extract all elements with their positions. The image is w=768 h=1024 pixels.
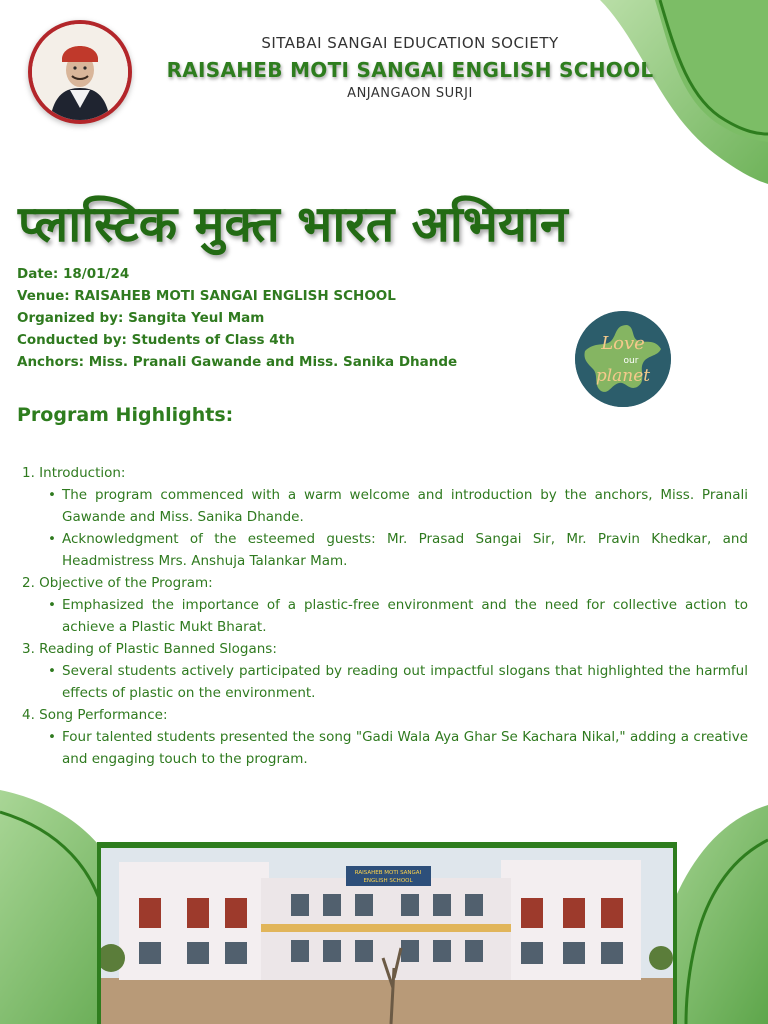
school-location: ANJANGAON SURJI bbox=[347, 86, 473, 101]
campaign-title: प्लास्टिक मुक्त भारत अभियान bbox=[18, 195, 568, 253]
program-item-title: 2. Objective of the Program: bbox=[22, 575, 213, 591]
event-anchors: Anchors: Miss. Pranali Gawande and Miss. Sanika Dhande bbox=[17, 354, 458, 370]
program-item-title: 4. Song Performance: bbox=[22, 707, 168, 723]
society-name: SITABAI SANGAI EDUCATION SOCIETY bbox=[261, 34, 559, 52]
badge-text-our: our bbox=[623, 356, 639, 366]
program-item bbox=[22, 572, 748, 638]
portrait-icon bbox=[32, 24, 128, 120]
building-sign-line1: RAISAHEB MOTI SANGAI bbox=[354, 870, 422, 876]
program-point: • Several students actively participated by reading out impactful slogans that highlighted the harmful effects of plastic on the environment. bbox=[62, 660, 748, 704]
school-logo bbox=[28, 20, 132, 124]
program-list bbox=[22, 462, 748, 770]
globe-icon bbox=[575, 311, 671, 407]
program-point: • Four talented students presented the song "Gadi Wala Aya Ghar Se Kachara Nikal," adding a creative and engaging touch to the program. bbox=[62, 726, 748, 770]
love-our-planet-badge bbox=[575, 311, 671, 407]
building-sign-line2: ENGLISH SCHOOL bbox=[363, 878, 413, 884]
school-building-illustration bbox=[101, 848, 673, 1024]
program-highlights-heading: Program Highlights: bbox=[17, 404, 234, 426]
event-venue: Venue: RAISAHEB MOTI SANGAI ENGLISH SCHOOL bbox=[17, 288, 396, 304]
program-item bbox=[22, 462, 748, 572]
school-building-photo bbox=[97, 842, 677, 1024]
school-header bbox=[130, 34, 690, 101]
program-point: • The program commenced with a warm welcome and introduction by the anchors, Miss. Pranali Gawande and Miss. Sanika Dhande. bbox=[62, 484, 748, 528]
program-point: • Acknowledgment of the esteemed guests: Mr. Prasad Sangai Sir, Mr. Pravin Khedkar, and Headmistress Mrs. Anshuja Talankar Mam. bbox=[62, 528, 748, 572]
program-item-title: 3. Reading of Plastic Banned Slogans: bbox=[22, 641, 277, 657]
badge-text-love: Love bbox=[601, 333, 645, 354]
program-point: • Emphasized the importance of a plastic-free environment and the need for collective action to achieve a Plastic Mukt Bharat. bbox=[62, 594, 748, 638]
badge-text-planet: planet bbox=[595, 366, 651, 386]
event-conductor: Conducted by: Students of Class 4th bbox=[17, 332, 295, 348]
program-item-title: 1. Introduction: bbox=[22, 465, 126, 481]
event-organizer: Organized by: Sangita Yeul Mam bbox=[17, 310, 265, 326]
program-item bbox=[22, 704, 748, 770]
event-details bbox=[17, 263, 457, 373]
program-item bbox=[22, 638, 748, 704]
event-date: Date: 18/01/24 bbox=[17, 266, 130, 282]
school-name: RAISAHEB MOTI SANGAI ENGLISH SCHOOL bbox=[166, 58, 654, 82]
